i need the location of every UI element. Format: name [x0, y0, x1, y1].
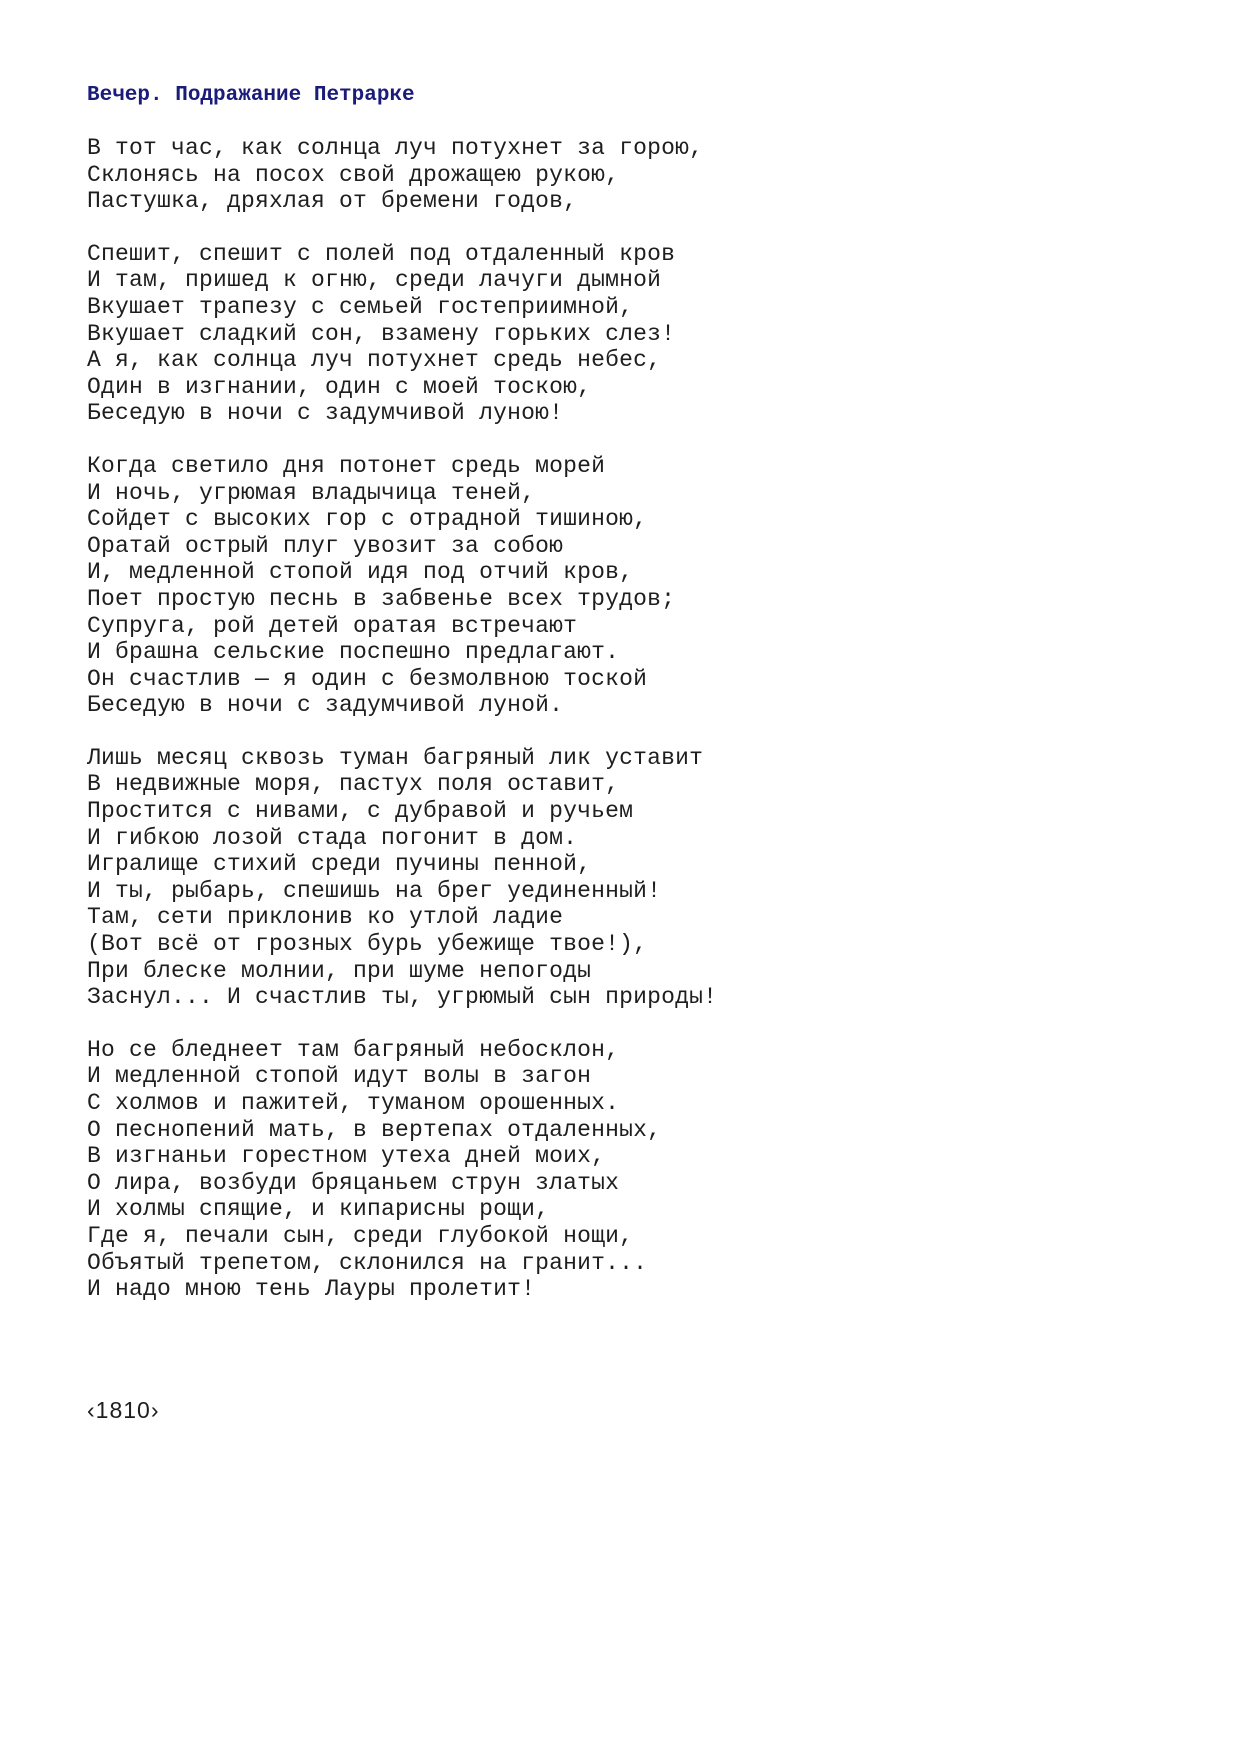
poem-line: О песнопений мать, в вертепах отдаленных,: [87, 1116, 662, 1143]
poem-line: И ночь, угрюмая владычица теней,: [87, 479, 536, 506]
poem-line: Лишь месяц сквозь туман багряный лик уставит: [87, 744, 704, 771]
poem-line: О лира, возбуди бряцаньем струн златых: [87, 1169, 620, 1196]
poem-line: И медленной стопой идут волы в загон: [87, 1063, 592, 1090]
poem-line: Игралище стихий среди пучины пенной,: [87, 851, 592, 878]
poem-date: ‹1810›: [87, 1397, 160, 1423]
poem-line: Беседую в ночи с задумчивой луной.: [87, 692, 564, 719]
poem-line: Сойдет с высоких гор с отрадной тишиною,: [87, 506, 648, 533]
poem-line: И холмы спящие, и кипарисны рощи,: [87, 1196, 550, 1223]
poem-line: Супруга, рой детей оратая встречают: [87, 612, 578, 639]
poem-line: Оратай острый плуг увозит за собою: [87, 532, 564, 559]
poem-line: И гибкою лозой стада погонит в дом.: [87, 824, 578, 851]
poem-line: В тот час, как солнца луч потухнет за горою,: [87, 135, 704, 161]
poem-line: И там, пришед к огню, среди лачуги дымной: [87, 267, 662, 294]
poem-line: Спешит, спешит с полей под отдаленный кров: [87, 240, 676, 267]
poem-page: [87, 82, 1187, 1329]
poem-stanza: [87, 745, 1187, 1011]
poem-line: Вкушает сладкий сон, взамену горьких слез!: [87, 320, 676, 347]
poem-line: Один в изгнании, один с моей тоскою,: [87, 373, 592, 400]
poem-line: Поет простую песнь в забвенье всех трудов;: [87, 585, 676, 612]
poem-title: Вечер. Подражание Петрарке: [87, 84, 415, 107]
poem-line: И ты, рыбарь, спешишь на брег уединенный!: [87, 877, 662, 904]
poem-line: Беседую в ночи с задумчивой луною!: [87, 400, 564, 427]
poem-line: С холмов и пажитей, туманом орошенных.: [87, 1090, 620, 1116]
poem-line: И надо мною тень Лауры пролетит!: [87, 1276, 536, 1303]
poem-line: И брашна сельские поспешно предлагают.: [87, 639, 620, 666]
poem-line: Когда светило дня потонет средь морей: [87, 452, 606, 479]
poem-line: Но се бледнеет там багряный небосклон,: [87, 1036, 620, 1063]
poem-stanza: [87, 453, 1187, 719]
poem-body: [87, 135, 1187, 1303]
poem-line: Объятый трепетом, склонился на гранит...: [87, 1249, 648, 1276]
poem-line: Там, сети приклонив ко утлой ладие: [87, 904, 564, 931]
poem-line: В недвижные моря, пастух поля оставит,: [87, 771, 620, 798]
poem-line: Простится с нивами, с дубравой и ручьем: [87, 798, 634, 825]
poem-line: (Вот всё от грозных бурь убежище твое!),: [87, 931, 648, 958]
poem-stanza: [87, 241, 1187, 427]
poem-line: Где я, печали сын, среди глубокой нощи,: [87, 1222, 634, 1249]
poem-line: При блеске молнии, при шуме непогоды: [87, 957, 592, 984]
poem-line: А я, как солнца луч потухнет средь небес,: [87, 347, 662, 374]
poem-line: Заснул... И счастлив ты, угрюмый сын природы!: [87, 984, 718, 1011]
poem-stanza: [87, 1037, 1187, 1303]
poem-line: Он счастлив — я один с безмолвною тоской: [87, 665, 648, 692]
poem-stanza: [87, 135, 1187, 215]
poem-line: В изгнаньи горестном утеха дней моих,: [87, 1143, 606, 1170]
poem-line: Вкушает трапезу с семьей гостеприимной,: [87, 293, 634, 320]
poem-line: Склонясь на посох свой дрожащею рукою,: [87, 161, 620, 188]
poem-line: И, медленной стопой идя под отчий кров,: [87, 559, 634, 586]
poem-line: Пастушка, дряхлая от бремени годов,: [87, 188, 578, 215]
